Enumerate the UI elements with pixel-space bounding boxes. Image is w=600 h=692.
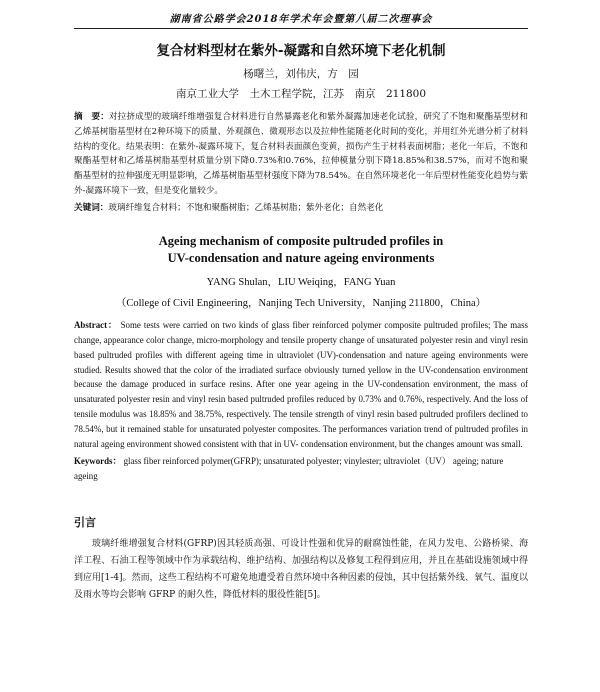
chinese-abstract-text: 对拉挤成型的玻璃纤维增强复合材料进行自然暴露老化和紫外凝露加速老化试验，研究了不饱和聚酯基型材和乙烯基树脂基型材在2种环境下的质量、外观颜色、微观形态以及拉伸性能随老化时间的变化，并用红外光谱分析了材料结构的变化。结果表明：在紫外-凝露环境下，复合材料表面颜色变黄，损伤产生于材料表面树脂；老化一年后，不饱和聚酯基型材和乙烯基树脂基型材质量分别下降0.73%和0.76%，拉伸模量分别下降18.85%和38.57%，而对不饱和聚酯基型材的拉伸强度无明显影响，乙烯基树脂基型材强度下降为78.54%。在自然环境老化一年后型材性能变化趋势与紫外-凝露环境下一致，但是变化量较少。 xyxy=(74,112,528,196)
section-heading-introduction: 引言 xyxy=(74,515,96,529)
english-keywords-text: glass fiber reinforced polymer(GFRP); unsaturated polyester; vinylester; ultraviolet（UV） ageing; nature ageing xyxy=(74,455,504,481)
english-keywords-label: Keywords： xyxy=(74,455,122,466)
english-title xyxy=(74,233,528,267)
chinese-abstract xyxy=(74,110,528,199)
chinese-abstract-label: 摘 要： xyxy=(74,112,109,122)
english-title-line-2: UV-condensation and nature ageing environments xyxy=(167,250,435,265)
chinese-keywords-text: 玻璃纤维复合材料；不饱和聚酯树脂；乙烯基树脂；紫外老化；自然老化 xyxy=(108,202,384,213)
english-authors: YANG Shulan，LIU Weiqing，FANG Yuan xyxy=(206,276,396,288)
english-keywords xyxy=(74,454,528,484)
chinese-keywords-label: 关键词： xyxy=(74,202,109,213)
english-affiliation: （College of Civil Engineering，Nanjing Tech University，Nanjing 211800，China） xyxy=(115,297,487,309)
english-abstract-label: Abstract： xyxy=(74,319,118,330)
english-abstract-text: Some tests were carried on two kinds of glass fiber reinforced polymer composite pultruded profiles; The mass change, appearance color change, micro-morphology and tensile property change of unsaturated polyester resin and vinyl resin based pultruded profiles with different ageing time in ultraviolet (UV)-condensation and nature ageing environments were studied. Results showed that the color of the irradiated surface obviously turned yellow in the UV-condensation environment because the damage produced in surface resins. After one year ageing in the UV-condensation environment, the mass of unsaturated polyester resin and vinyl resin based pultruded profiles reduced by 0.73% and 0.76%, respectively. And the loss of tensile modulus was 18.85% and 38.75%, respectively. The tensile strength of vinyl resin based pultruded profilers declined to 78.54%, but it remained stable for unsaturated polyester composites. The performances variation trend of pultruded profiles in natural ageing environment showed consistent with that in UV- condensation environment, but the changes amount was small. xyxy=(74,319,528,450)
chinese-keywords xyxy=(74,201,528,215)
chinese-title: 复合材料型材在紫外-凝露和自然环境下老化机制 xyxy=(156,43,446,59)
introduction-paragraph: 玻璃纤维增强复合材料(GFRP)因其轻质高强、可设计性强和优异的耐腐蚀性能，在风力发电、公路桥梁、海洋工程、石油工程等领域中作为承载结构、维护结构、加强结构以及修复工程得到应用，并且在基础设施领域中得到应用[1-4]。然而，这些工程结构不可避免地遭受着自然环境中各种因素的侵蚀，其中包括紫外线、氧气、温度以及雨水等均会影响 GFRP 的耐久性，降低材料的服役性能[5]。 xyxy=(74,538,528,600)
chinese-authors: 杨曙兰，刘伟庆，方 园 xyxy=(243,68,359,80)
english-title-line-1: Ageing mechanism of composite pultruded profiles in xyxy=(158,233,444,248)
english-abstract xyxy=(74,318,528,452)
chinese-affiliation: 南京工业大学 土木工程学院，江苏 南京 211800 xyxy=(175,88,427,100)
running-header: 湖南省公路学会2018年学术年会暨第八届二次理事会 xyxy=(74,0,528,29)
